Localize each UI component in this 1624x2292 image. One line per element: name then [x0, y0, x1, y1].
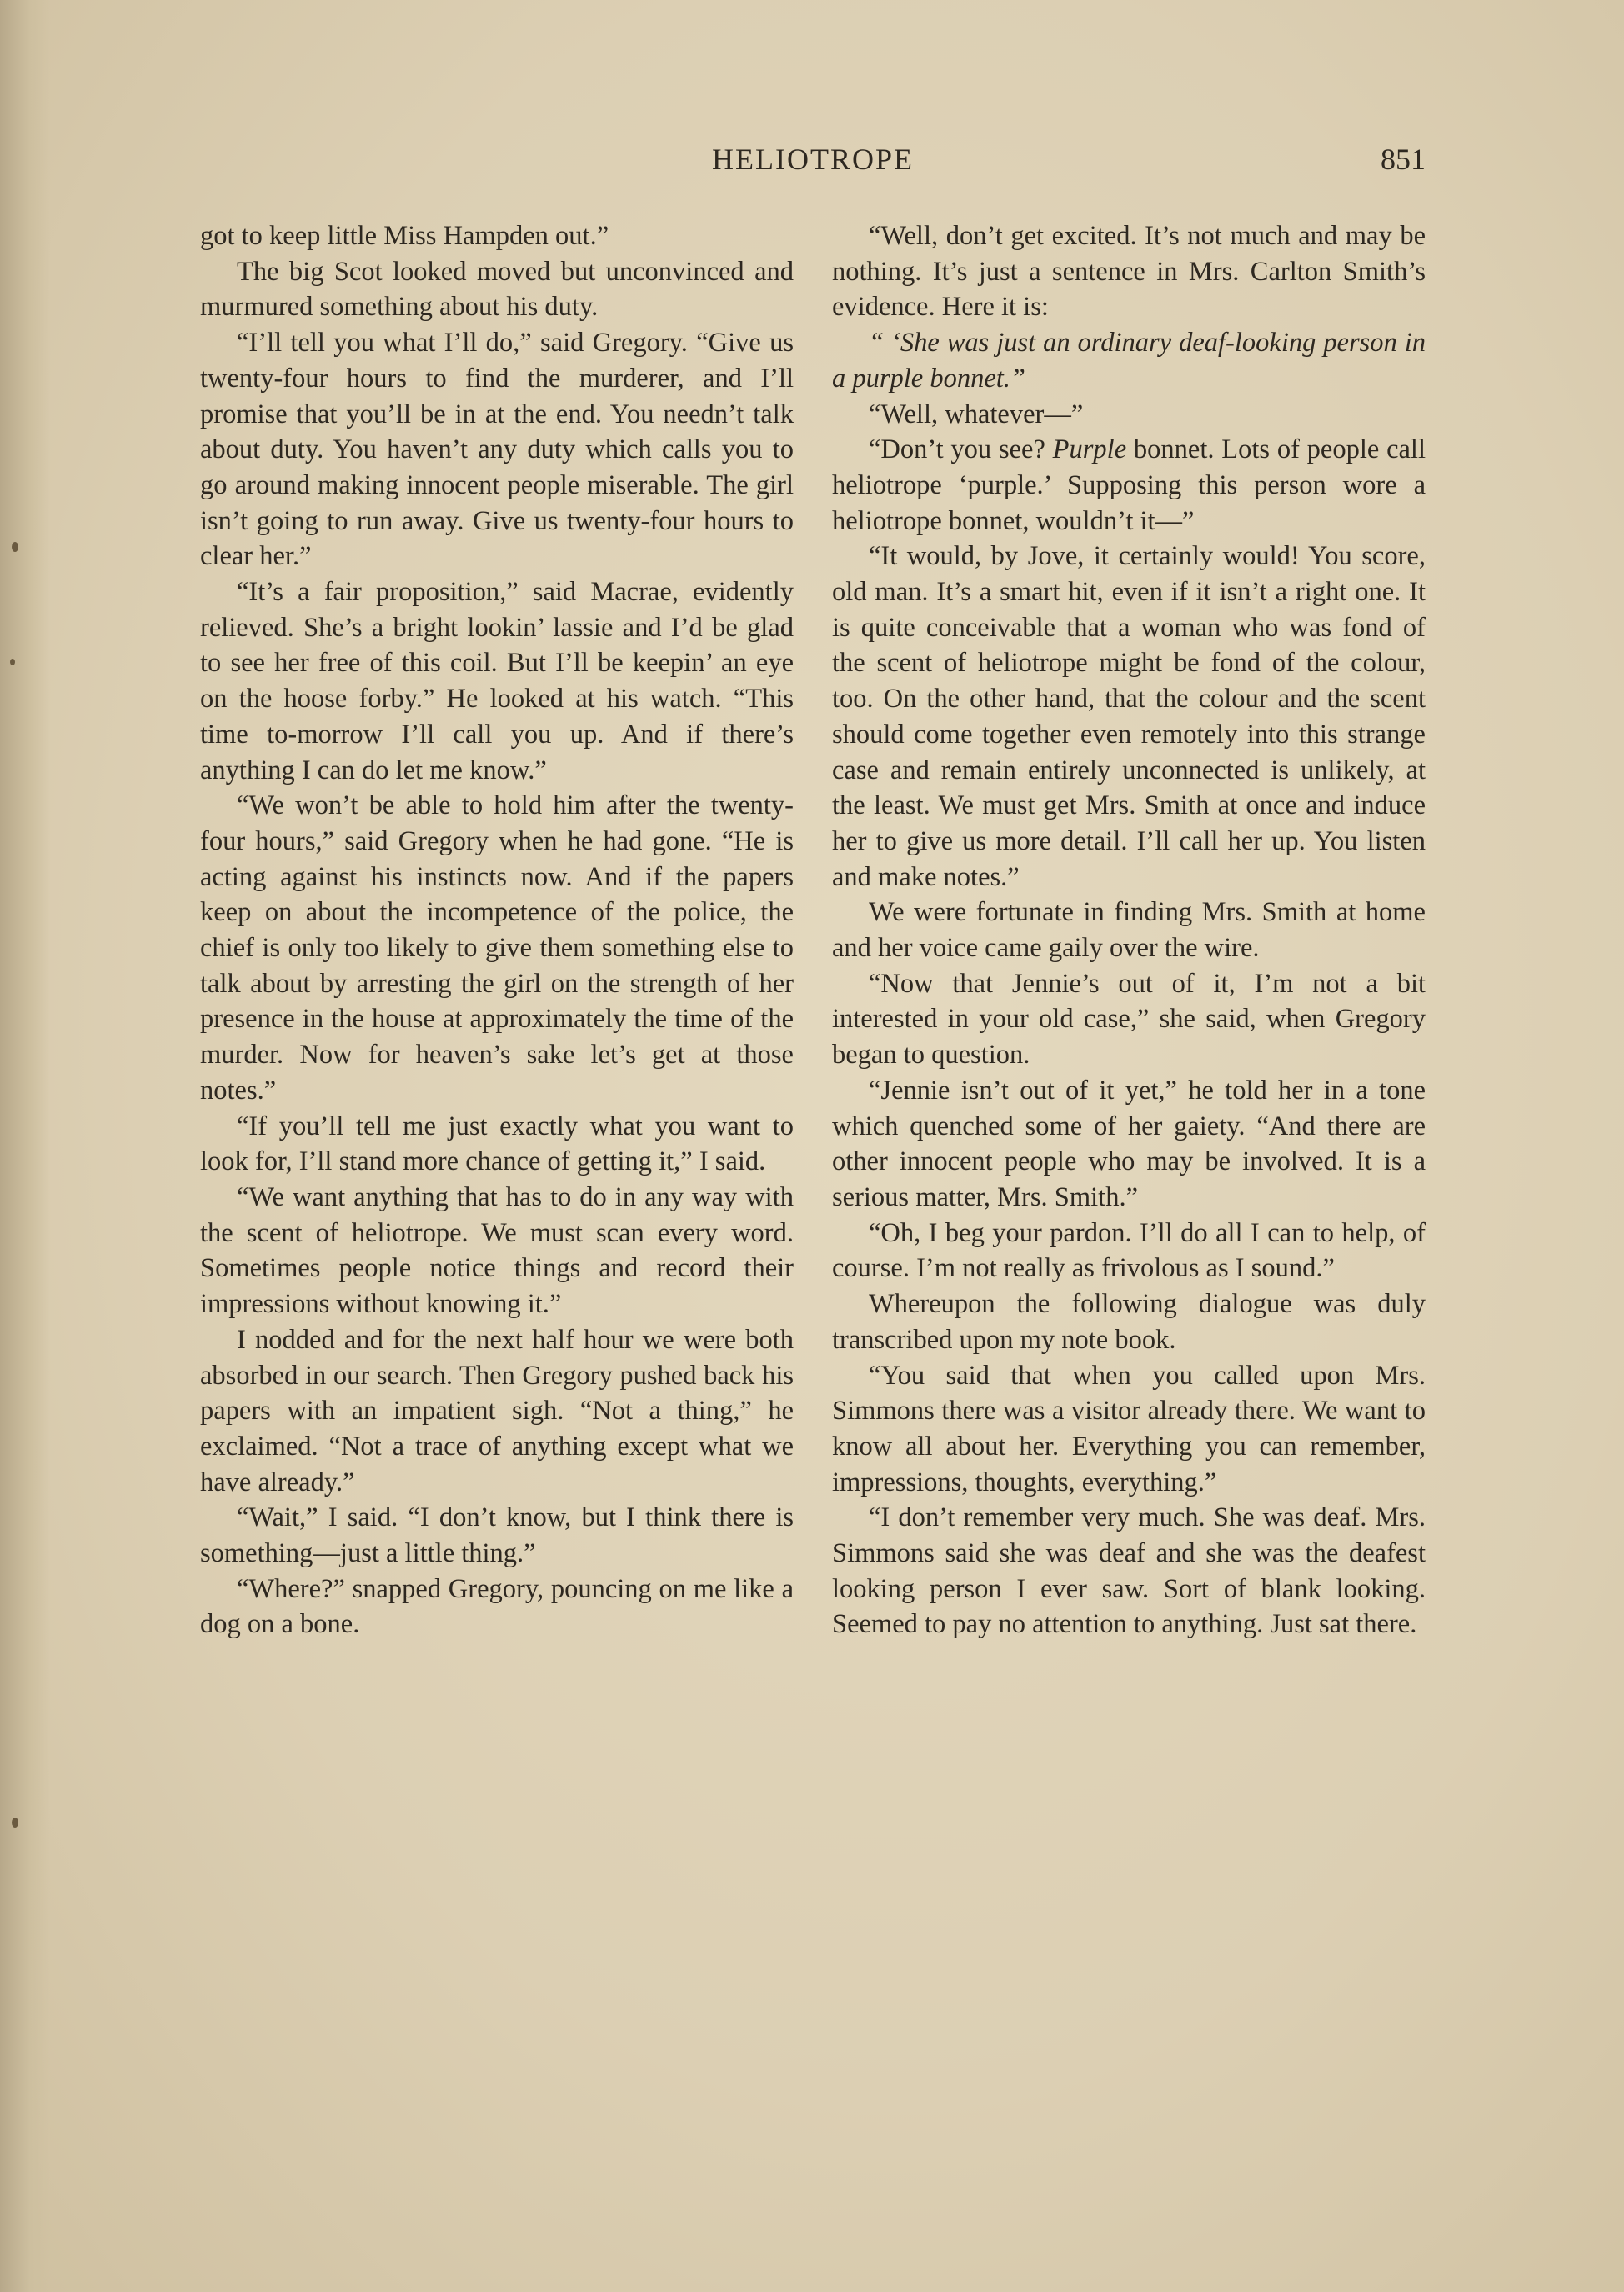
paragraph: “We won’t be able to hold him after the twenty-four hours,” said Gregory when he had gone. “He is acting against his instincts now. And if the papers keep on about the incompetence of the police, the chief is only too likely to give them something else to talk about by arresting the girl on the strength of her presence in the house at approximately the time of the murder. Now for heaven’s sake let’s get at those notes.”: [200, 790, 794, 1106]
running-title: HELIOTROPE: [712, 143, 914, 176]
ink-spot: [12, 1818, 18, 1828]
paragraph: “Oh, I beg your pardon. I’ll do all I can to help, of course. I’m not really as frivolous as I sound.”: [832, 1217, 1426, 1284]
right-column: [832, 218, 1426, 1643]
paragraph: “Jennie isn’t out of it yet,” he told her in a tone which quenched some of her gaiety. “And there are other innocent people who may be involved. It is a serious matter, Mrs. Smith.”: [832, 1075, 1426, 1212]
page-header: [200, 142, 1426, 192]
paragraph: “I don’t remember very much. She was deaf. Mrs. Simmons said she was deaf and she was the deafest looking person I ever saw. Sort of blank looking. Seemed to pay no attention to anything. Just sat there.: [832, 1502, 1426, 1640]
paragraph: “We want anything that has to do in any way with the scent of heliotrope. We must scan every word. Sometimes people notice things and record their impressions without knowing it.”: [200, 1181, 794, 1320]
left-column: [200, 218, 794, 1643]
paragraph-lead: “Don’t you see?: [869, 434, 1045, 465]
page-gutter-shadow: [0, 0, 50, 2292]
paragraph: “Well, don’t get excited. It’s not much and may be nothing. It’s just a sentence in Mrs. Carlton Smith’s evidence. Here it is:: [832, 221, 1426, 323]
paragraph: [832, 432, 1426, 539]
paragraph: “Wait,” I said. “I don’t know, but I think there is something—just a little thing.”: [200, 1502, 794, 1569]
paragraph: “It would, by Jove, it certainly would! You score, old man. It’s a smart hit, even if it isn’t a right one. It is quite conceivable that a woman who was fond of the scent of heliotrope might be fond of the colour, too. On the other hand, that the colour and the scent should come together even remotely into this strange case and remain entirely unconnected is unlikely, at the least. We must get Mrs. Smith at once and induce her to give us more detail. I’ll call her up. You listen and make notes.”: [832, 541, 1426, 892]
emphasis: Purple: [1052, 434, 1127, 465]
paragraph: I nodded and for the next half hour we were both absorbed in our search. Then Gregory pushed back his papers with an impatient sigh. “Not a thing,” he exclaimed. “Not a trace of anything except what we have already.”: [200, 1324, 794, 1497]
paragraph: The big Scot looked moved but unconvinced and murmured something about his duty.: [200, 256, 794, 323]
paragraph: “Well, whatever—”: [869, 399, 1084, 429]
paragraph: Whereupon the following dialogue was duly transcribed upon my note book.: [832, 1289, 1426, 1355]
paragraph: “Now that Jennie’s out of it, I’m not a bit interested in your old case,” she said, when Gregory began to question.: [832, 968, 1426, 1071]
paragraph: “You said that when you called upon Mrs. Simmons there was a visitor already there. We want to know all about her. Everything you can remember, impressions, thoughts, everything.”: [832, 1360, 1426, 1497]
ink-spot: [10, 659, 15, 665]
paragraph: got to keep little Miss Hampden out.”: [200, 221, 609, 251]
paragraph: “I’ll tell you what I’ll do,” said Gregory. “Give us twenty-four hours to find the murderer, and I’ll promise that you’ll be in at the end. You needn’t talk about duty. You haven’t any duty which calls you to go around making innocent people miserable. The girl isn’t going to run away. Give us twenty-four hours to clear her.”: [200, 328, 794, 572]
evidence-quote: “ ‘She was just an ordinary deaf-looking person in a purple bonnet.”: [832, 328, 1426, 394]
ink-spot: [12, 542, 18, 552]
paragraph: “If you’ll tell me just exactly what you want to look for, I’ll stand more chance of getting it,” I said.: [200, 1111, 794, 1177]
paragraph: We were fortunate in finding Mrs. Smith at home and her voice came gaily over the wire.: [832, 897, 1426, 964]
paragraph-rest: bonnet. Lots of people call heliotrope ‘purple.’ Supposing this person wore a heliotrope bonnet, wouldn’t it—”: [832, 434, 1426, 536]
paragraph: “It’s a fair proposition,” said Macrae, evidently relieved. She’s a bright lookin’ lassie and I’d be glad to see her free of this coil. But I’ll be keepin’ an eye on the hoose forby.” He looked at his watch. “This time to-morrow I’ll call you up. And if there’s anything I can do let me know.”: [200, 577, 794, 785]
paragraph: “Where?” snapped Gregory, pouncing on me like a dog on a bone.: [200, 1573, 794, 1640]
page-number: 851: [1381, 143, 1426, 176]
